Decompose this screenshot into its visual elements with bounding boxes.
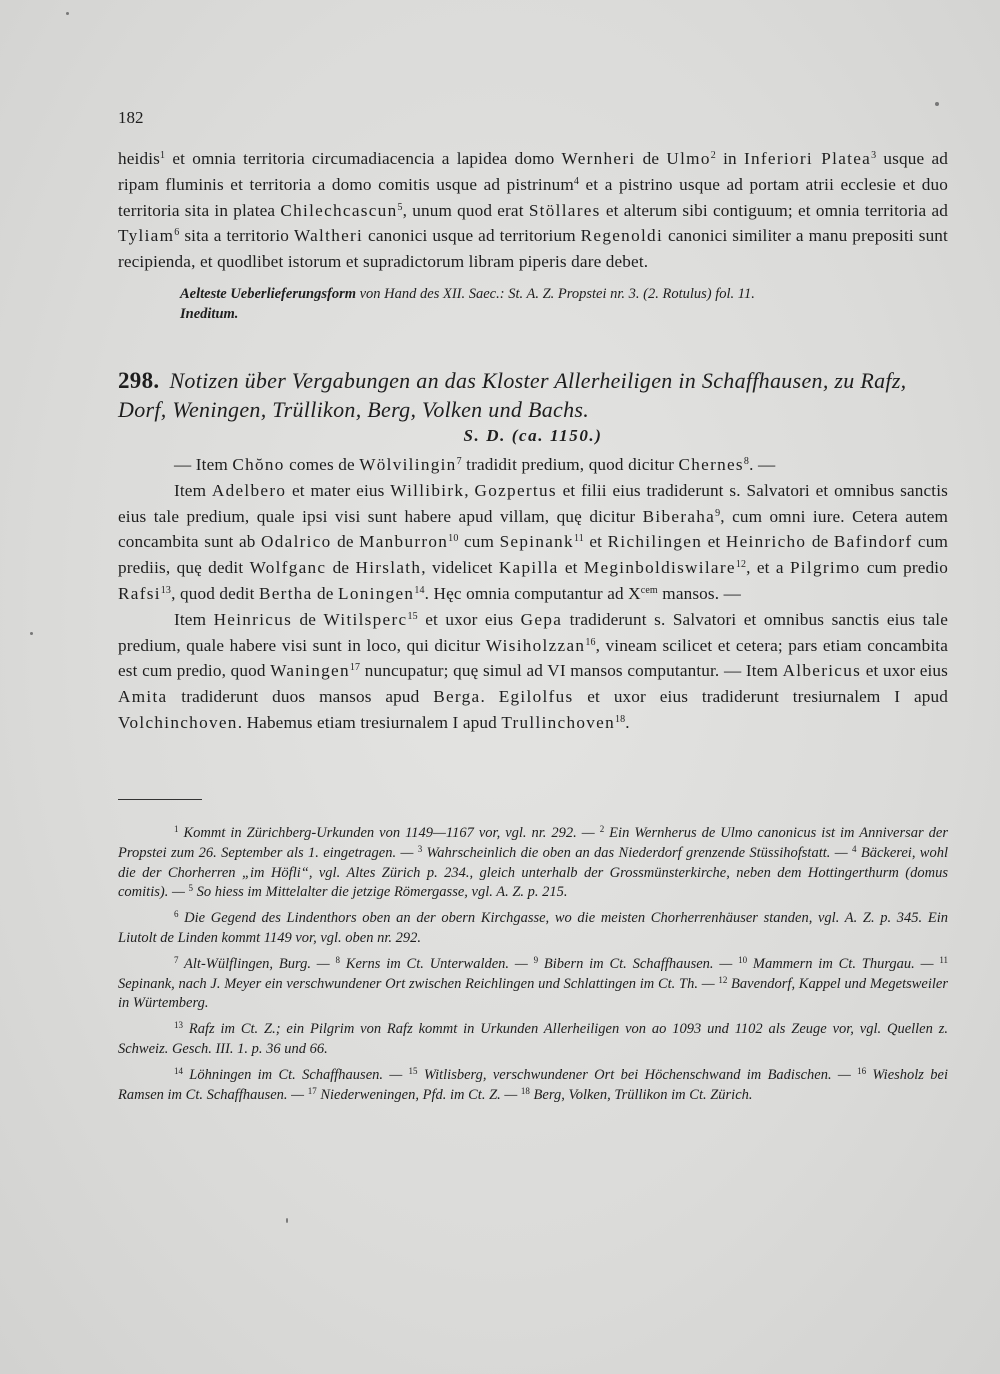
section-paragraph — [118, 452, 948, 478]
top-text-block — [118, 146, 948, 324]
text-run: Kerns im Ct. Unterwalden. — — [339, 955, 534, 972]
proper-name: Albericus — [782, 661, 862, 681]
proper-name: Richilingen — [607, 532, 703, 552]
proper-name: Trullinchoven — [501, 712, 615, 732]
text-run: Wiesholz bei Ramsen im Ct. Schaffhausen. — — [118, 1066, 948, 1103]
footnote-reference: 16 — [857, 1065, 867, 1076]
proper-name: Heinricus — [213, 609, 293, 629]
footnote-reference: 14 — [414, 584, 425, 596]
footnote-reference: 2 — [599, 824, 605, 834]
footnote-reference: 6 — [174, 227, 180, 239]
text-run: et alterum sibi contiguum; et omnia territoria ad — [600, 200, 948, 220]
source-note-lead: Aelteste Ueberlieferungsform — [180, 285, 356, 302]
proper-name: Manburron — [359, 532, 449, 552]
section-heading — [118, 366, 948, 424]
text-run: canonici similiter a manu prepositi sunt recipienda, et quodlibet istorum et supradictorum libram piperis dare debet. — [118, 226, 948, 272]
text-run: — Item — [174, 455, 233, 474]
text-run: de — [312, 583, 339, 603]
footnote-reference: 12 — [718, 974, 728, 985]
footnote-reference: 9 — [715, 507, 721, 519]
text-run: de — [326, 558, 356, 578]
footnote-reference: 14 — [174, 1065, 183, 1076]
text-run: de — [635, 149, 667, 168]
text-run: et a pistrino usque ad portam atrii ecclesie et duo territoria sita in platea — [118, 174, 948, 220]
proper-name: Chilechcascun — [280, 200, 398, 220]
text-run: , cum omni iure. Cetera autem concambita sunt ab — [118, 506, 948, 552]
footnote-reference: 15 — [407, 610, 418, 622]
text-run: Die Gegend des Lindenthors oben an der obern Kirchgasse, wo die meisten Chorherrenhäuser standen, vgl. A. Z. p. 345. Ein Liutolt de Linden kommt 1149 vor, vgl. oben nr. 292. — [118, 910, 948, 946]
text-run: , videlicet — [421, 558, 499, 578]
proper-name: Odalrico — [261, 532, 332, 552]
text-run: Ein Wernherus de Ulmo canonicus ist im Anniversar der Propstei zum 26. September als 1. eingetragen. — — [118, 825, 948, 861]
text-run: Kommt in Zürichberg-Urkunden von 1149—1167 vor, vgl. nr. 292. — — [178, 825, 600, 841]
page-number: 182 — [118, 108, 144, 127]
text-run: et uxor eius — [861, 661, 948, 681]
footnote-reference: 17 — [307, 1085, 317, 1096]
proper-name: Chernes — [678, 455, 744, 474]
footnote-reference: 18 — [614, 713, 626, 725]
proper-name: Meginboldiswilare — [583, 558, 736, 578]
proper-name: Heinricho — [725, 532, 807, 552]
section-paragraph — [118, 607, 948, 736]
footnote — [118, 955, 948, 1014]
section-298 — [118, 366, 948, 736]
text-run: Wahrscheinlich die oben an das Niederdorf grenzende Stüssihofstatt. — — [422, 844, 852, 861]
proper-name: Adelbero — [211, 480, 287, 500]
footnote-reference: 3 — [871, 150, 877, 161]
text-run: . Habemus etiam tresiurnalem I apud — [237, 712, 502, 732]
text-run: et filii eius tradiderunt s. Salvatori et omnibus sanctis eius tale predium, quale ipsi visi sunt habere apud villam, quę dicitur — [118, 480, 948, 526]
source-note — [118, 284, 948, 324]
footnote-reference: 1 — [159, 150, 166, 161]
text-run: . — — [749, 455, 776, 474]
proper-name: Willibirk — [390, 480, 465, 500]
proper-name: Amita — [118, 687, 168, 707]
footnotes — [118, 824, 948, 1111]
proper-name: Kapilla — [498, 558, 559, 578]
footnote-reference: 1 — [174, 824, 179, 834]
text-run: Sepinank, nach J. Meyer ein verschwundener Ort zwischen Reichlingen und Schlattingen im Ct. Th. — — [118, 975, 719, 992]
footnote-reference: 13 — [174, 1020, 183, 1031]
text-run: So hiess im Mittelalter die jetzige Römergasse, vgl. A. Z. p. 215. — [192, 884, 568, 901]
proper-name: Wernheri — [561, 149, 636, 168]
text-run: mansos. — — [657, 583, 741, 603]
footnote — [118, 1020, 948, 1060]
text-run: nuncupatur; quę simul ad VI mansos computantur. — Item — [360, 661, 783, 681]
text-run: , — [464, 480, 475, 500]
text-run: Bäckerei, wohl die der Chorherren „im Höfli“, vgl. Altes Zürich p. 234., gleich unterhalb der Grossmünsterkirche, neben dem Hottingerthurm (domus comitis). — — [118, 844, 949, 901]
paper-speck — [935, 102, 939, 106]
paper-speck — [30, 632, 33, 635]
proper-name: Gozpertus — [474, 480, 557, 500]
proper-name: Loningen — [338, 583, 415, 603]
proper-name: Witilsperc — [323, 609, 408, 629]
footnote-reference: 16 — [585, 636, 596, 648]
proper-name: Volchinchoven — [118, 712, 238, 732]
proper-name: Wölvilingin — [359, 455, 457, 474]
footnote-reference: 18 — [520, 1085, 530, 1096]
text-run: canonici usque ad territorium — [363, 226, 581, 246]
proper-name: Stöllares — [528, 200, 601, 220]
text-run: tradiderunt s. Salvatori et omnibus sanctis eius tale predium, quale habere visi sunt in loco, qui dicitur — [118, 609, 949, 655]
text-run: cum predio — [860, 558, 948, 578]
text-run: et — [558, 558, 584, 578]
text-run: et — [583, 532, 608, 552]
footnote-reference: 2 — [710, 150, 716, 161]
text-run: et — [702, 532, 726, 552]
footnote-reference: 4 — [573, 175, 580, 187]
text-run: Mammern im Ct. Thurgau. — — [747, 955, 940, 972]
text-run: Niederweningen, Pfd. im Ct. Z. — — [316, 1086, 521, 1103]
text-run: tradiderunt duos mansos apud — [167, 687, 434, 707]
proper-name: Sepinank — [499, 532, 574, 552]
footnote-reference: 17 — [349, 662, 361, 674]
paper-speck — [66, 12, 69, 15]
section-body — [118, 452, 948, 736]
source-note-status: Ineditum. — [180, 305, 239, 322]
text-run: tradidit predium, quod dicitur — [461, 455, 679, 474]
footnote — [118, 909, 948, 949]
text-run: , vineam scilicet et cetera; pars etiam concambita est cum predio, quod — [118, 635, 948, 681]
proper-name: Bertha — [258, 583, 313, 603]
text-run: cum — [458, 532, 500, 552]
footnote-reference: 10 — [738, 954, 748, 965]
text-run: et mater eius — [286, 480, 391, 500]
footnote-reference: 12 — [735, 559, 747, 571]
paragraph-continuation — [118, 146, 948, 275]
text-run: Rafz im Ct. Z.; ein Pilgrim von Rafz kommt in Urkunden Allerheiligen von ao 1093 und 1102 als Zeuge vor, vgl. Quellen z. Schweiz. Gesch. III. 1. p. 36 und 66. — [118, 1021, 948, 1057]
proper-name: Bafindorf — [833, 532, 913, 552]
text-run: Löhningen im Ct. Schaffhausen. — — [183, 1066, 409, 1083]
proper-name: Egilolfus — [498, 687, 574, 707]
footnote — [118, 1066, 948, 1106]
footnote-reference: 4 — [851, 843, 857, 854]
text-run: Bibern im Ct. Schaffhausen. — — [538, 955, 739, 972]
text-run: cum prediis, quę dedit — [118, 532, 948, 578]
proper-name: Biberaha — [642, 506, 716, 526]
text-run: sita a territorio — [179, 226, 294, 246]
footnote-reference: 5 — [397, 201, 403, 213]
paper-speck — [286, 1218, 288, 1223]
text-run: heidis — [118, 149, 160, 168]
proper-name: Ulmo — [666, 149, 711, 168]
text-run: usque ad ripam fluminis et territoria a domo comitis usque ad pistrinum — [118, 149, 948, 194]
footnote-reference: 7 — [174, 954, 179, 965]
proper-name: Rafsi — [118, 583, 161, 603]
text-run: et omnia territoria circumadiacencia a lapidea domo — [165, 149, 562, 168]
text-run: de — [331, 532, 360, 552]
source-note-text: von Hand des XII. Saec.: St. A. Z. Propstei nr. 3. (2. Rotulus) fol. 11. — [356, 285, 755, 302]
proper-name: Wolfganc — [249, 558, 327, 578]
footnote-reference: 3 — [417, 843, 423, 854]
proper-name: Inferiori Platea — [743, 149, 872, 168]
footnote-divider — [118, 799, 202, 800]
text-run: de — [292, 609, 324, 629]
text-run: , et a — [746, 558, 790, 578]
proper-name: Chŏno — [232, 455, 285, 474]
text-run: . — [625, 712, 630, 732]
section-title: Notizen über Vergabungen an das Kloster Allerheiligen in Schaffhausen, zu Rafz, Dorf, Weningen, Trüllikon, Berg, Volken und Bachs. — [118, 368, 907, 422]
text-run: . Hęc omnia computantur ad X — [424, 583, 641, 603]
proper-name: Waningen — [270, 661, 350, 681]
footnote-reference: 11 — [939, 954, 948, 965]
footnote-reference: 11 — [573, 533, 584, 545]
footnote-reference: 6 — [174, 909, 179, 920]
text-run: Item — [174, 480, 212, 500]
section-number: 298. — [118, 368, 160, 393]
proper-name: Berga — [433, 687, 481, 707]
footnote-reference: cem — [640, 584, 658, 596]
footnote-reference: 8 — [743, 456, 750, 467]
proper-name: Waltheri — [293, 226, 364, 246]
footnote-reference: 5 — [188, 883, 193, 894]
text-run: comes de — [284, 455, 360, 474]
section-date: S. D. (ca. 1150.) — [463, 426, 603, 445]
footnote-reference: 7 — [456, 456, 462, 467]
text-run: et uxor eius tradiderunt tresiurnalem I apud — [573, 687, 948, 707]
proper-name: Regenoldi — [580, 226, 664, 246]
text-run: , quod dedit — [171, 583, 259, 603]
section-paragraph — [118, 478, 948, 607]
text-run: Item — [174, 609, 214, 629]
footnote-reference: 8 — [335, 954, 340, 965]
footnote-reference: 13 — [160, 584, 172, 596]
proper-name: Gepa — [520, 609, 563, 629]
text-run: Alt-Wülflingen, Burg. — — [178, 955, 336, 972]
text-run: , unum quod erat — [402, 200, 529, 220]
text-run: de — [806, 532, 834, 552]
text-run: in — [715, 149, 744, 168]
footnote — [118, 824, 948, 903]
proper-name: Wisiholzzan — [485, 635, 586, 655]
proper-name: Tyliam — [118, 226, 175, 246]
text-run: et uxor eius — [417, 609, 521, 629]
proper-name: Pilgrimo — [789, 558, 861, 578]
text-run: Berg, Volken, Trüllikon im Ct. Zürich. — [529, 1086, 753, 1103]
text-run: Witlisberg, verschwundener Ort bei Höchenschwand im Badischen. — — [417, 1066, 858, 1083]
text-run: . — [480, 687, 499, 707]
footnote-reference: 15 — [408, 1065, 418, 1076]
text-run: Bavendorf, Kappel und Megetsweiler in Würtemberg. — [118, 975, 949, 1012]
footnote-reference: 10 — [448, 533, 459, 545]
footnote-reference: 9 — [533, 954, 539, 965]
proper-name: Hirslath — [355, 558, 422, 578]
